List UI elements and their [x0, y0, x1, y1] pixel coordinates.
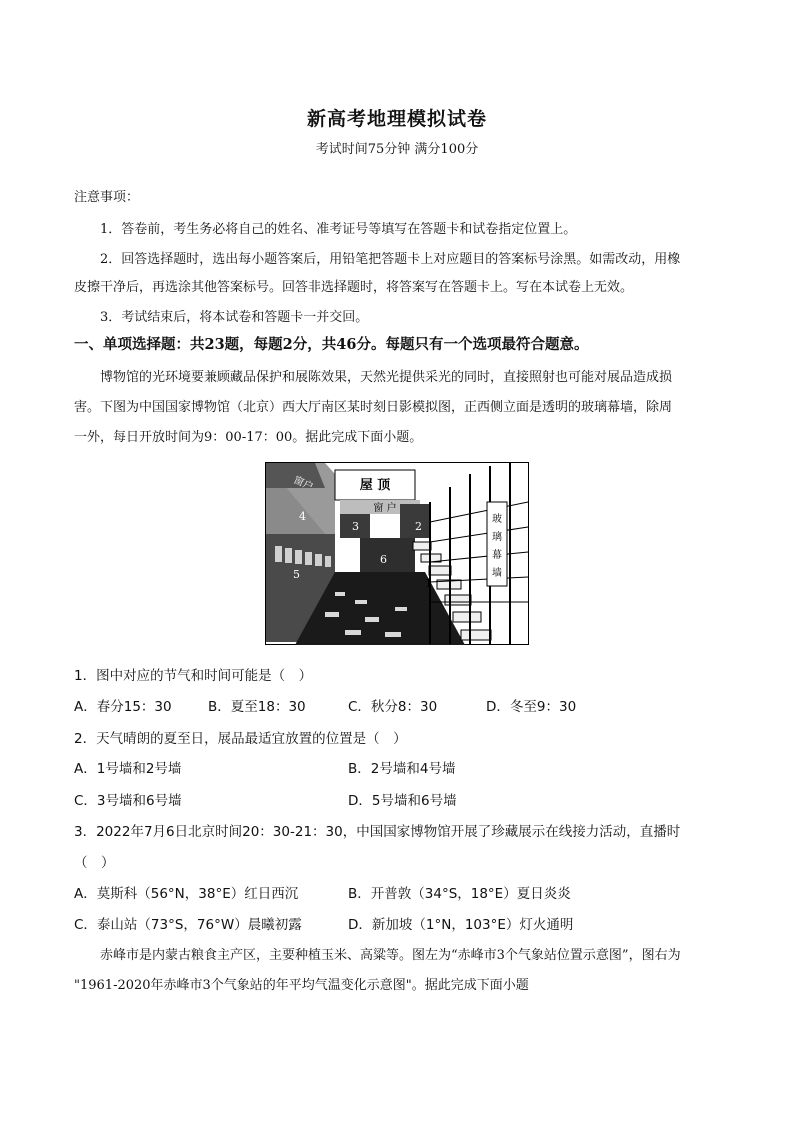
- glass-label-char: 玻: [492, 514, 502, 525]
- question-options: [74, 789, 734, 807]
- question-options: [74, 757, 734, 775]
- roof-label: 屋 顶: [359, 478, 391, 493]
- page-title: 新高考地理模拟试卷: [306, 108, 487, 130]
- notice-item: 1．答卷前，考生务必将自己的姓名、准考证号等填写在答题卡和试卷指定位置上。: [100, 222, 577, 237]
- glass-label-char: 璃: [492, 532, 502, 543]
- exam-duration: 考试时间75分钟 满分100分: [315, 142, 479, 157]
- museum-shadow-figure: [265, 462, 529, 645]
- option-a: A．莫斯科（56°N，38°E）红日西沉: [74, 886, 299, 902]
- question-stem: 1．图中对应的节气和时间可能是（ ）: [74, 668, 313, 684]
- option-c: C．秋分8：30: [348, 699, 438, 715]
- glass-label-char: 墙: [492, 568, 502, 579]
- wall-number-6: 6: [380, 553, 387, 566]
- wall-number-4: 4: [299, 510, 306, 523]
- option-d: D．新加坡（1°N，103°E）灯火通明: [348, 917, 574, 933]
- option-c: C．泰山站（73°S，76°W）晨曦初露: [74, 917, 302, 933]
- option-c: C．3号墙和6号墙: [74, 793, 182, 809]
- notice-heading: 注意事项：: [74, 190, 140, 205]
- question-stem-continued: （ ）: [74, 855, 115, 871]
- option-a: A．1号墙和2号墙: [74, 761, 182, 777]
- window-left-label: 窗户: [291, 474, 315, 494]
- option-b: B．2号墙和4号墙: [348, 761, 456, 777]
- option-d: D．冬至9：30: [486, 699, 577, 715]
- passage-line: "1961-2020年赤峰市3个气象站的年平均气温变化示意图"。据此完成下面小题: [74, 978, 529, 993]
- option-b: B．夏至18：30: [208, 699, 306, 715]
- question-options: [74, 695, 734, 713]
- option-b: B．开普敦（34°S，18°E）夏日炎炎: [348, 886, 571, 902]
- option-a: A．春分15：30: [74, 699, 172, 715]
- wall-number-1: 1: [425, 577, 432, 590]
- question-options: [74, 913, 734, 931]
- wall-number-3: 3: [352, 520, 359, 533]
- window-label: 窗 户: [373, 503, 397, 514]
- wall-number-2: 2: [415, 520, 422, 533]
- option-d: D．5号墙和6号墙: [348, 793, 457, 809]
- wall-number-5: 5: [293, 568, 300, 581]
- section-heading: 一、单项选择题：共23题，每题2分，共46分。每题只有一个选项最符合题意。: [74, 336, 589, 353]
- passage-line: 一外，每日开放时间为9：00-17：00。据此完成下面小题。: [74, 430, 423, 445]
- passage-line: 赤峰市是内蒙古粮食主产区，主要种植玉米、高粱等。图左为“赤峰市3个气象站位置示意图”，图右为: [100, 948, 681, 963]
- notice-item: 3．考试结束后，将本试卷和答题卡一并交回。: [100, 310, 369, 325]
- question-stem: 3．2022年7月6日北京时间20：30-21：30，中国国家博物馆开展了珍藏展示在线接力活动，直播时: [74, 824, 681, 840]
- notice-item: 2．回答选择题时，选出每小题答案后，用铅笔把答题卡上对应题目的答案标号涂黑。如需改动，用橡: [100, 252, 681, 267]
- passage-line: 害。下图为中国国家博物馆（北京）西大厅南区某时刻日影模拟图，正西侧立面是透明的玻璃幕墙，除周: [74, 400, 673, 415]
- glass-label-char: 幕: [492, 550, 502, 561]
- question-options: [74, 882, 734, 900]
- notice-item-continued: 皮擦干净后，再选涂其他答案标号。回答非选择题时，将答案写在答题卡上。写在本试卷上无效。: [74, 280, 634, 295]
- passage-line: 博物馆的光环境要兼顾藏品保护和展陈效果，天然光提供采光的同时，直接照射也可能对展品造成损: [100, 370, 673, 385]
- question-stem: 2．天气晴朗的夏至日，展品最适宜放置的位置是（ ）: [74, 731, 407, 747]
